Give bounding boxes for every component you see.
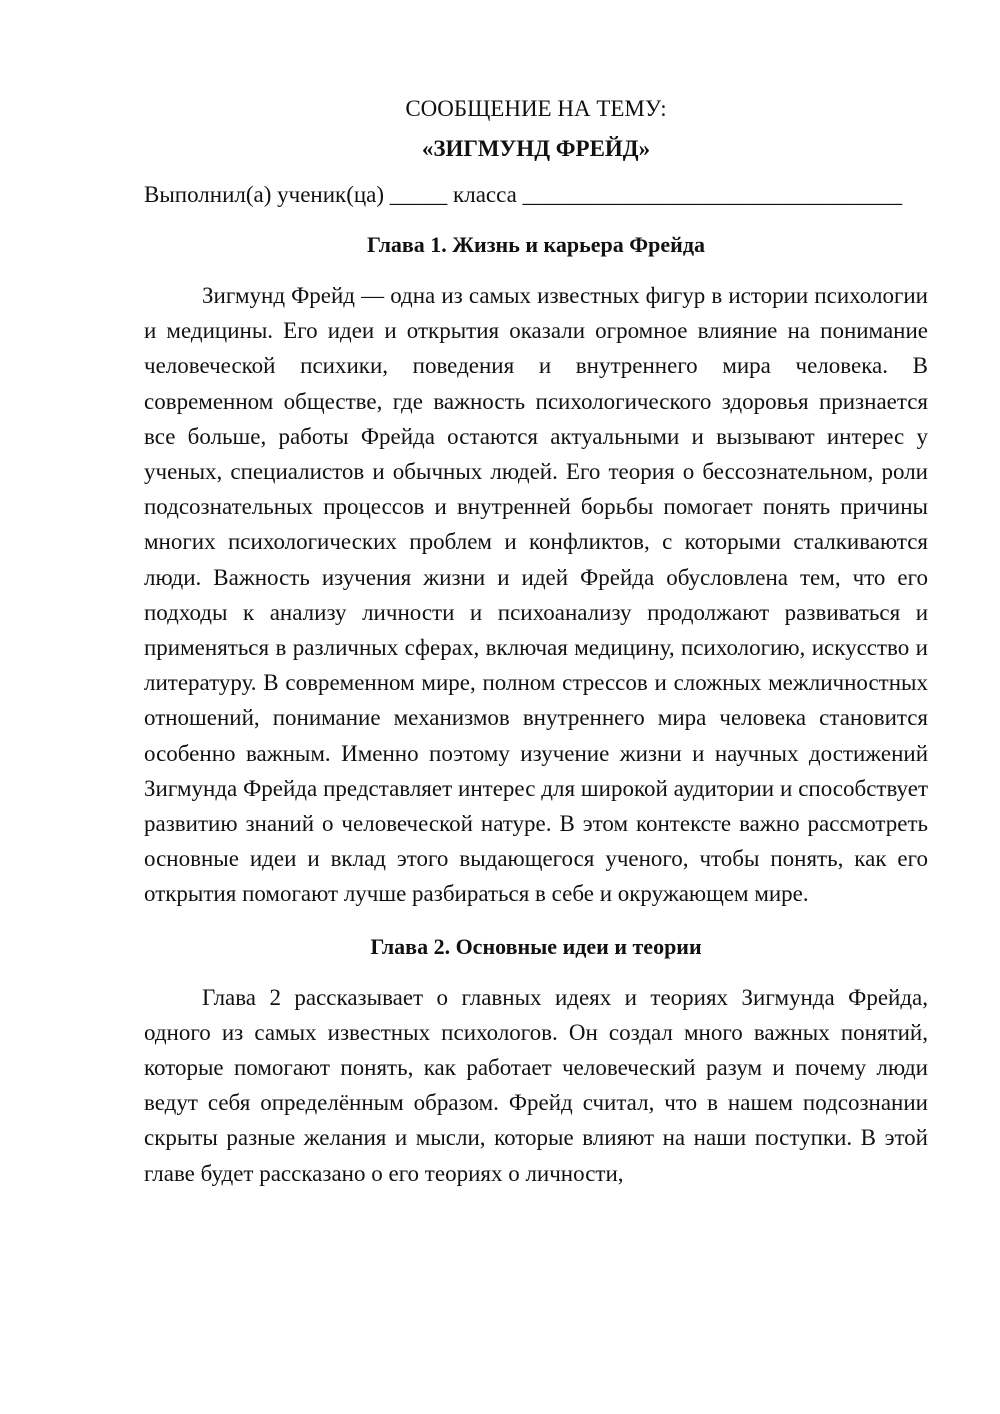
chapter-1-heading: Глава 1. Жизнь и карьера Фрейда bbox=[367, 232, 705, 257]
document-title: СООБЩЕНИЕ НА ТЕМУ: bbox=[405, 96, 667, 121]
chapter-1-paragraph: Зигмунд Фрейд — одна из самых известных фигур в истории психологии и медицины. Его идеи и открытия оказали огромное влияние на понимание человеческой психики, поведения и внутреннего мира человека. В современном обществе, где важность психологического здоровья признается все больше, работы Фрейда остаются актуальными и вызывают интерес у ученых, специалистов и обычных людей. Его теория о бессознательном, роли подсознательных процессов и внутренней борьбы помогает понять причины многих психологических проблем и конфликтов, с которыми сталкиваются люди. Важность изучения жизни и идей Фрейда обусловлена тем, что его подходы к анализу личности и психоанализу продолжают развиваться и применяться в различных сферах, включая медицину, психологию, искусство и литературу. В современном мире, полном стрессов и сложных межличностных отношений, понимание механизмов внутреннего мира человека становится особенно важным. Именно поэтому изучение жизни и научных достижений Зигмунда Фрейда представляет интерес для широкой аудитории и способствует развитию знаний о человеческой натуре. В этом контексте важно рассмотреть основные идеи и вклад этого выдающегося ученого, чтобы понять, как его открытия помогают лучше разбираться в себе и окружающем мире. bbox=[144, 283, 928, 907]
chapter-2-paragraph: Глава 2 рассказывает о главных идеях и теориях Зигмунда Фрейда, одного из самых известных психологов. Он создал много важных понятий, которые помогают понять, как работает человеческий разум и почему люди ведут себя определённым образом. Фрейд считал, что в нашем подсознании скрыты разные желания и мысли, которые влияют на наши поступки. В этой главе будет рассказано о его теориях о личности, bbox=[144, 984, 928, 1186]
author-line: Выполнил(а) ученик(ца) _____ класса _________________________________ bbox=[144, 182, 903, 207]
chapter-2-heading: Глава 2. Основные идеи и теории bbox=[370, 933, 702, 959]
document-topic: «ЗИГМУНД ФРЕЙД» bbox=[421, 136, 651, 161]
